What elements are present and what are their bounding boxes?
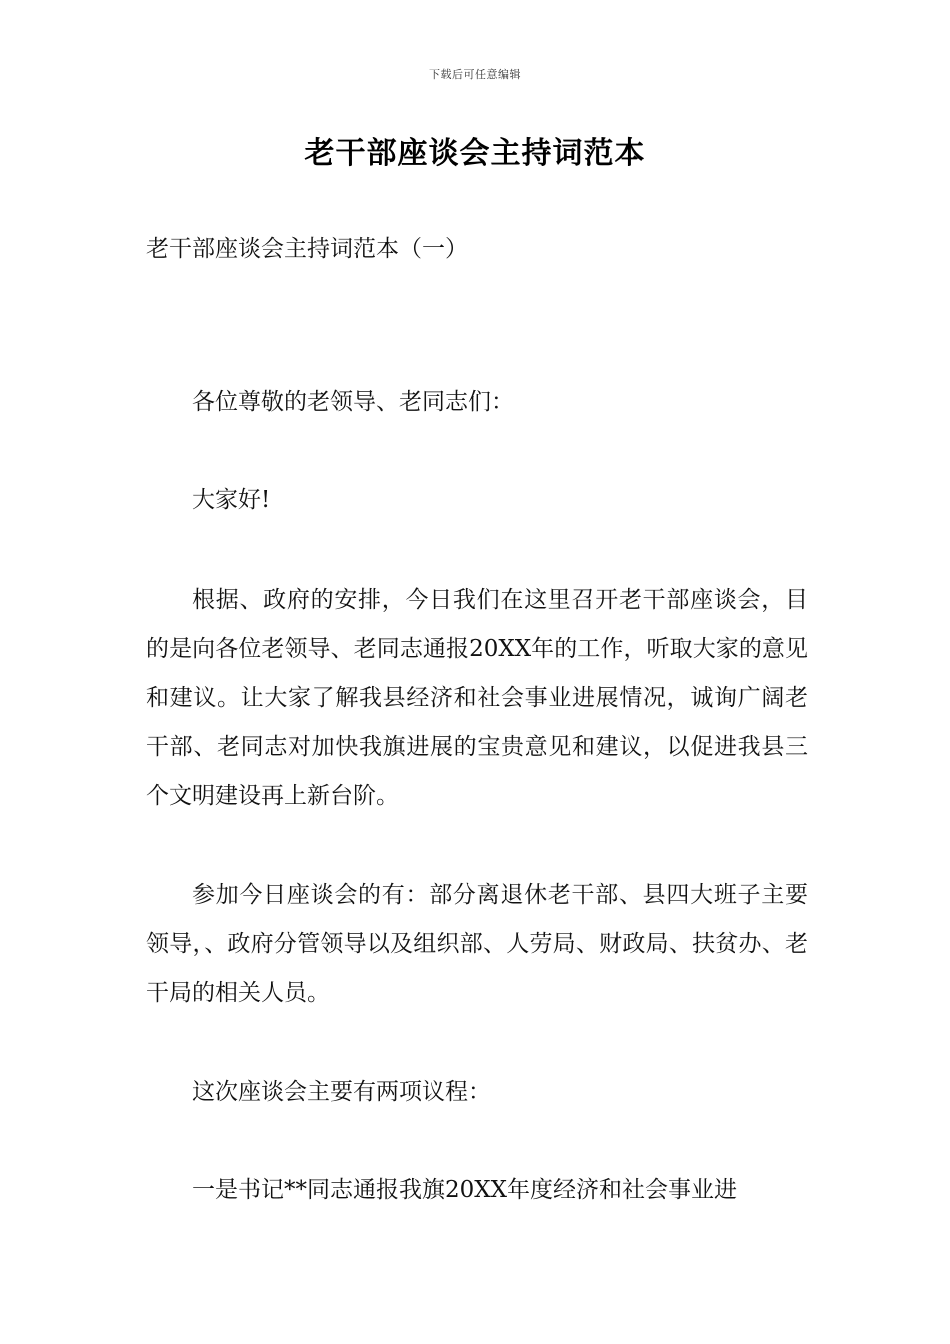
paragraph-agenda-item-1: 一是书记**同志通报我旗20XX年度经济和社会事业进 [192,1177,738,1203]
page-header-note: 下载后可任意编辑 [429,68,521,81]
document-title: 老干部座谈会主持词范本 [304,136,646,171]
paragraph-agenda-intro: 这次座谈会主要有两项议程： [192,1079,491,1105]
document-subtitle: 老干部座谈会主持词范本（一） [146,236,468,262]
paragraph-attendees: 参加今日座谈会的有：部分离退休老干部、县四大班子主要领导，、政府分管领导以及组织部、人劳局、财政局、扶贫办、老干局的相关人员。 [146,882,808,1006]
paragraph-greeting: 各位尊敬的老领导、老同志们： [192,389,514,415]
paragraph-hello: 大家好! [192,487,271,513]
paragraph-purpose: 根据、政府的安排，今日我们在这里召开老干部座谈会，目的是向各位老领导、老同志通报20XX年的工作，听取大家的意见和建议。让大家了解我县经济和社会事业进展情况，诚询广阔老干部、老同志对加快我旗进展的宝贵意见和建议，以促进我县三个文明建设再上新台阶。 [146,587,808,809]
